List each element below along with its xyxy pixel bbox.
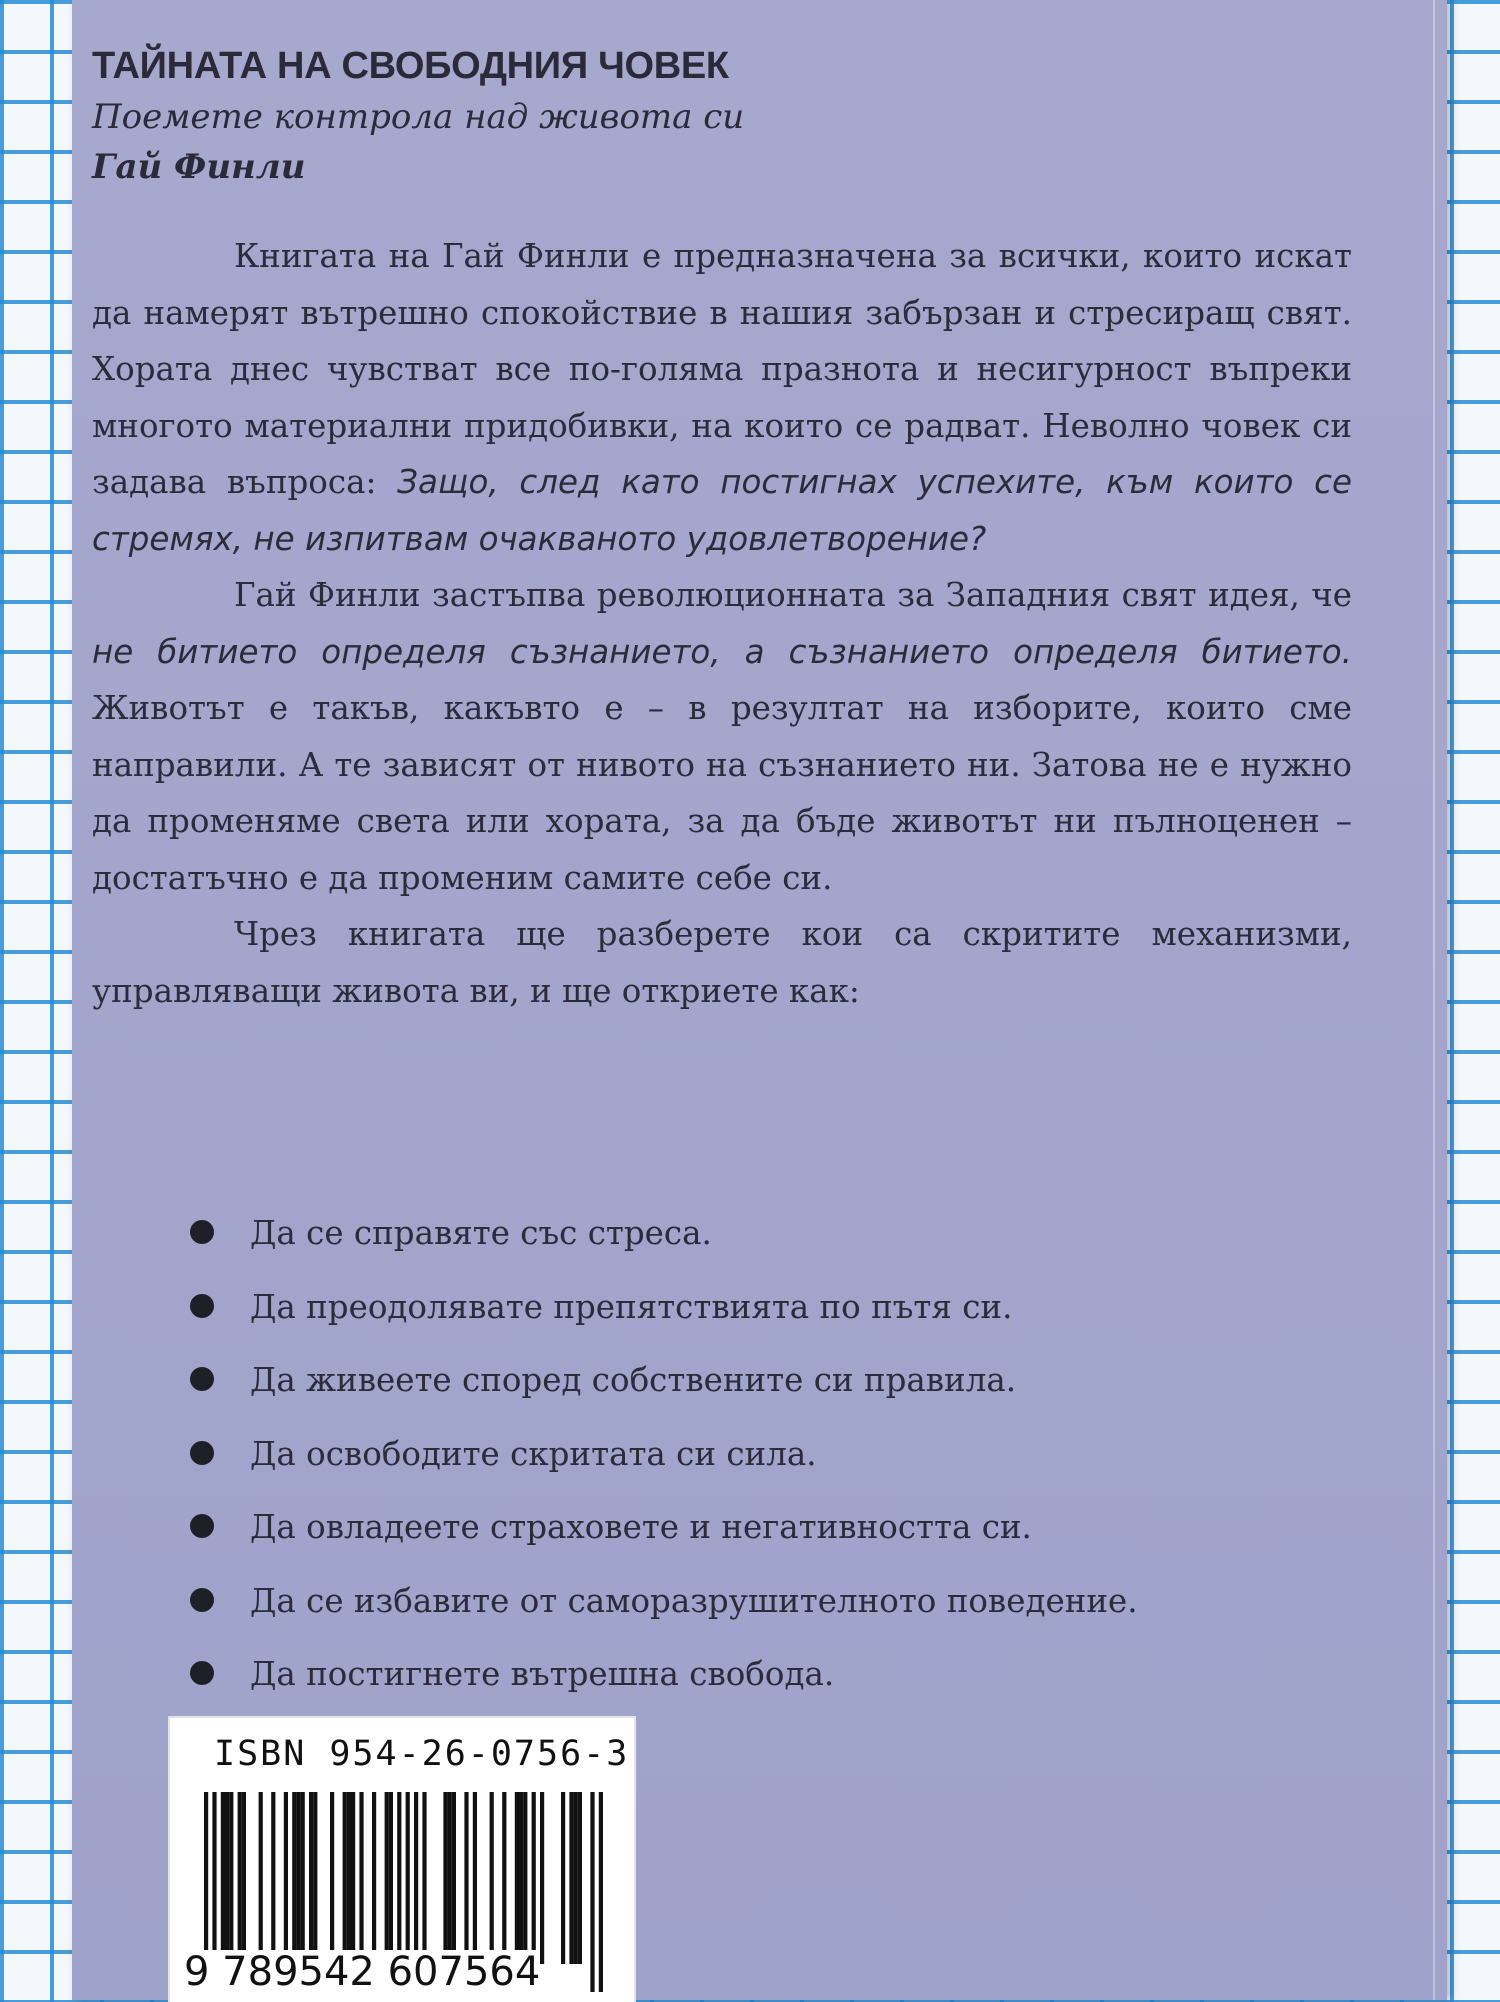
barcode-bar: [473, 1792, 477, 1964]
barcode-bar: [599, 1792, 603, 1992]
barcode-bar: [259, 1792, 263, 1964]
blurb-key-idea: не битието определя съзнанието, а съзнанието определя битието.: [92, 632, 1352, 671]
list-item-text: Да преодолявате препятствията по пътя си.: [250, 1287, 1013, 1326]
barcode-bar: [271, 1792, 275, 1964]
barcode-bar: [464, 1792, 468, 1964]
barcode-bar: [519, 1792, 523, 1964]
list-item: [190, 1352, 1138, 1426]
bullet-icon: [190, 1367, 214, 1391]
list-item-text: Да постигнете вътрешна свобода.: [250, 1655, 835, 1693]
ean-left-group: 789542: [222, 1949, 375, 1995]
barcode-bar: [229, 1792, 233, 1964]
barcode-bar: [540, 1792, 544, 1964]
barcode-bar: [313, 1792, 317, 1964]
bullet-icon: [190, 1588, 214, 1612]
blurb: [92, 228, 1352, 1019]
barcode-bar: [590, 1792, 594, 1992]
list-item: [190, 1426, 1138, 1500]
bullet-icon: [190, 1220, 214, 1244]
book-subtitle: Поемете контрола над живота си: [92, 97, 745, 137]
blurb-question: Защо, след като постигнах успехите, към които се стремях, не изпитвам очакваното удовлетворение?: [92, 463, 1352, 558]
barcode-bar: [225, 1792, 229, 1964]
barcode-bar: [422, 1792, 426, 1964]
barcode-bar: [343, 1792, 347, 1964]
barcode-bar: [351, 1792, 355, 1964]
barcode-label: [168, 1716, 636, 2002]
barcode-bar: [532, 1792, 536, 1964]
list-item-text: Да се справяте със стреса.: [250, 1214, 712, 1252]
book-author: Гай Финли: [92, 147, 306, 187]
bullet-icon: [190, 1441, 214, 1465]
barcode-bar: [309, 1792, 313, 1964]
list-item: [190, 1499, 1138, 1573]
blurb-paragraph-3: Чрез книгата ще разберете кои са скритите механизми, управляващи живота ви, и ще откриете как:: [92, 915, 1352, 1010]
isbn-number: ISBN 954-26-0756-3: [214, 1734, 630, 1774]
barcode-bar: [515, 1792, 519, 1964]
list-item-text: Да се избавите от саморазрушителното поведение.: [250, 1581, 1138, 1620]
barcode-bar: [389, 1792, 393, 1964]
blurb-text: Гай Финли застъпва революционната за Западния свят идея, че: [234, 576, 1352, 614]
barcode-bar: [284, 1792, 288, 1964]
barcode-bar: [502, 1792, 506, 1964]
barcode-bar: [385, 1792, 389, 1964]
barcode-bar: [569, 1792, 573, 1964]
barcode-bar: [414, 1792, 418, 1964]
book-header: [92, 40, 744, 192]
barcode-bar: [359, 1792, 363, 1964]
barcode-bar: [443, 1792, 447, 1964]
blurb-paragraph-1: [92, 228, 1352, 567]
barcode-bar: [372, 1792, 376, 1964]
list-item: [190, 1646, 1138, 1720]
list-item-text: Да живеете според собствените си правила.: [250, 1361, 1017, 1399]
barcode-bar: [347, 1792, 351, 1964]
barcode-bar: [561, 1792, 565, 1964]
ean-right-group: 607564: [387, 1949, 541, 1995]
barcode-bar: [448, 1792, 452, 1964]
list-item: [190, 1279, 1138, 1353]
barcode-bar: [238, 1792, 242, 1964]
barcode-bar: [490, 1792, 494, 1964]
list-item: [190, 1205, 1138, 1279]
barcode-bar: [574, 1792, 578, 1964]
barcode-bar: [578, 1792, 582, 1964]
ean-first-digit: 9: [184, 1949, 210, 1995]
list-item-text: Да освободите скритата си сила.: [250, 1434, 817, 1473]
bullet-icon: [190, 1294, 214, 1318]
list-item: [190, 1573, 1138, 1647]
blurb-text: Книгата на Гай Финли е предназначена за всички, които искат да намерят вътрешно спокойствие в нашия забързан и стресиращ свят. Хората днес чувстват все по-голяма празнота и несигурност въпреки многото материални придобивки, на които се радват. Неволно човек си задава въпроса:: [92, 237, 1352, 501]
blurb-paragraph-2: [92, 567, 1352, 906]
bullet-icon: [190, 1661, 214, 1685]
benefits-list: [190, 1205, 1138, 1720]
barcode-bar: [452, 1792, 456, 1964]
barcode-bar: [292, 1792, 296, 1964]
bullet-icon: [190, 1514, 214, 1538]
barcode-bar: [296, 1792, 300, 1964]
blurb-text: Животът е такъв, какъвто е – в резултат на изборите, които сме направили. А те зависят от нивото на съзнанието ни. Затова не е нужно да променяме света или хората, за да бъде животът ни пълноценен – достатъчно е да променим самите себе си.: [92, 689, 1352, 897]
barcode-bar: [242, 1792, 246, 1964]
ean-digits: [184, 1950, 540, 1994]
book-title: ТАЙНАТА НА СВОБОДНИЯ ЧОВЕК: [92, 45, 729, 87]
barcode-bar: [330, 1792, 334, 1964]
barcode-bar: [221, 1792, 225, 1964]
barcode-bar: [523, 1792, 527, 1964]
barcode-bar: [301, 1792, 305, 1964]
list-item-text: Да овладеете страховете и негативността си.: [250, 1508, 1032, 1546]
